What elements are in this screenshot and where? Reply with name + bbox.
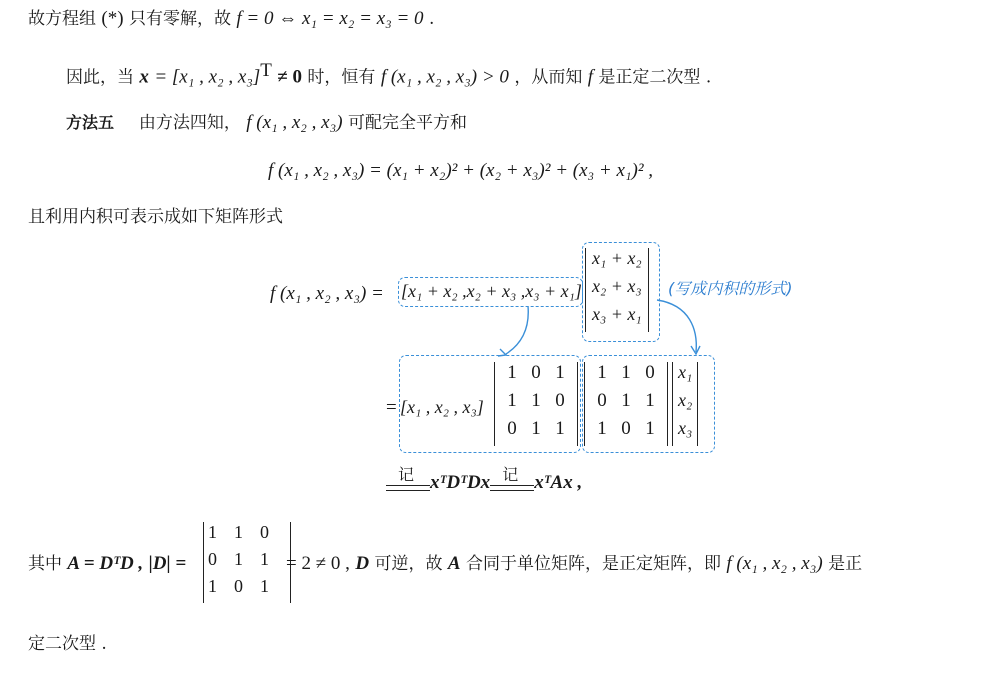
line1-end: . [428,9,435,29]
col-vector-entry: x₂ + x₃ [592,276,642,296]
defined-as-sign-2 [490,465,534,498]
matrix-DT-entry: 0 [555,390,565,411]
ji-label: 记 [398,465,415,484]
matrix-DT-entry: 1 [555,418,565,439]
line2-ne0: ≠ 0 [277,66,302,88]
det-entry: 1 [260,549,269,569]
ji-label: 记 [502,465,519,484]
inner-product-line: 且利用内积可表示成如下矩阵形式 [28,207,283,227]
col-x [672,362,698,446]
det-entry: 0 [260,522,269,542]
final-tail2: 可逆，故 [374,554,443,574]
det-entry: 0 [208,549,217,569]
final-lead: 其中 [28,554,62,574]
matrix-D-entry: 0 [645,362,655,383]
final-a-eq: A = DᵀD , [67,553,144,574]
expr-xTDTDx: xᵀDᵀDx [430,472,491,493]
line2-f: f [587,66,594,88]
matrix-DT-entry: 0 [531,362,541,383]
line2-vec: = [x₁ , x₂ , x₃] [154,66,261,88]
arrow-right [657,300,696,352]
det-entry: 1 [208,576,217,596]
matrix-DT-entry: 1 [507,390,517,411]
final-line-tail [286,553,862,575]
method5-heading: 方法五 [66,113,115,132]
matrix-eq-lhs: f (x₁ , x₂ , x₃) = [270,283,384,304]
line1-mid: 只有零解，故 [128,9,231,29]
det-entry: 1 [234,522,243,542]
definition-row [386,465,583,498]
method5-rest: 可配完全平方和 [347,113,467,133]
matrix-D [584,362,668,446]
line2-fx: f (x₁ , x₂ , x₃) > 0 [380,66,509,88]
det-entry: 1 [260,576,269,596]
final-D: D [355,553,370,574]
col-x-entry: x₃ [678,418,693,438]
matrix-DT-entry: 0 [507,418,517,439]
defined-as-sign [386,465,430,498]
line1-prefix: 故方程组 [28,9,96,29]
final-tail5: 是正 [828,554,863,574]
line1-math: f = 0 ⇔ x₁ = x₂ = x₃ = 0 [236,8,424,29]
method5-text: 由方法四知， [138,113,241,133]
final-tail4: 合同于单位矩阵，是正定矩阵，即 [465,554,721,574]
last-line: 定二次型 . [28,634,107,654]
final-A: A [447,553,461,574]
det-entry: 0 [234,576,243,596]
matrix-DT [494,362,578,446]
final-fx: f (x₁ , x₂ , x₃) [726,553,823,574]
col-x-entry: x₁ [678,362,693,382]
method5-fx: f (x₁ , x₂ , x₃) [246,112,343,133]
line2-lead: 因此，当 [66,67,134,88]
equation-1: f (x₁ , x₂ , x₃) = (x₁ + x₂)² + (x₂ + x₃)² + (x₃ + x₁)² , [268,160,654,181]
final-det-rhs: = 2 ≠ 0 , [286,553,350,574]
matrix-DT-entry: 1 [555,362,565,383]
line2-x: x [139,66,149,88]
matrix-D-entry: 0 [621,418,631,439]
row-vector: [x₁ + x₂ ,x₂ + x₃ ,x₃ + x₁] [401,281,582,301]
line2-T: T [260,60,272,81]
line2-when: 时，恒有 [307,67,376,88]
arrow-left [506,306,528,354]
matrix-DT-entry: 1 [531,418,541,439]
matrix-D-entry: 0 [597,390,607,411]
matrix-D-entry: 1 [645,390,655,411]
final-det-lhs: |D| = [148,553,187,574]
det-entry: 1 [208,522,217,542]
line1-star: (*) [101,8,124,29]
det-entry: 1 [234,549,243,569]
matrix-D-entry: 1 [621,362,631,383]
line2-end: 是正定二次型 . [598,67,712,88]
final-line [28,553,186,575]
annotation-note: (写成内积的形式) [668,279,793,298]
matrix-D-entry: 1 [621,390,631,411]
col-vector-entry: x₁ + x₂ [592,248,642,268]
matrix-D-entry: 1 [645,418,655,439]
determinant-matrix [203,522,291,603]
matrix-D-entry: 1 [597,418,607,439]
expr-xTAx: xᵀAx , [534,472,583,493]
eq2-equals: = [386,397,397,418]
row-x: [x₁ , x₂ , x₃] [400,397,484,417]
matrix-D-entry: 1 [597,362,607,383]
matrix-DT-entry: 1 [531,390,541,411]
col-vector-entry: x₃ + x₁ [592,304,642,324]
matrix-DT-entry: 1 [507,362,517,383]
col-x-entry: x₂ [678,390,693,410]
line2-tail: ，从而知 [514,67,583,88]
